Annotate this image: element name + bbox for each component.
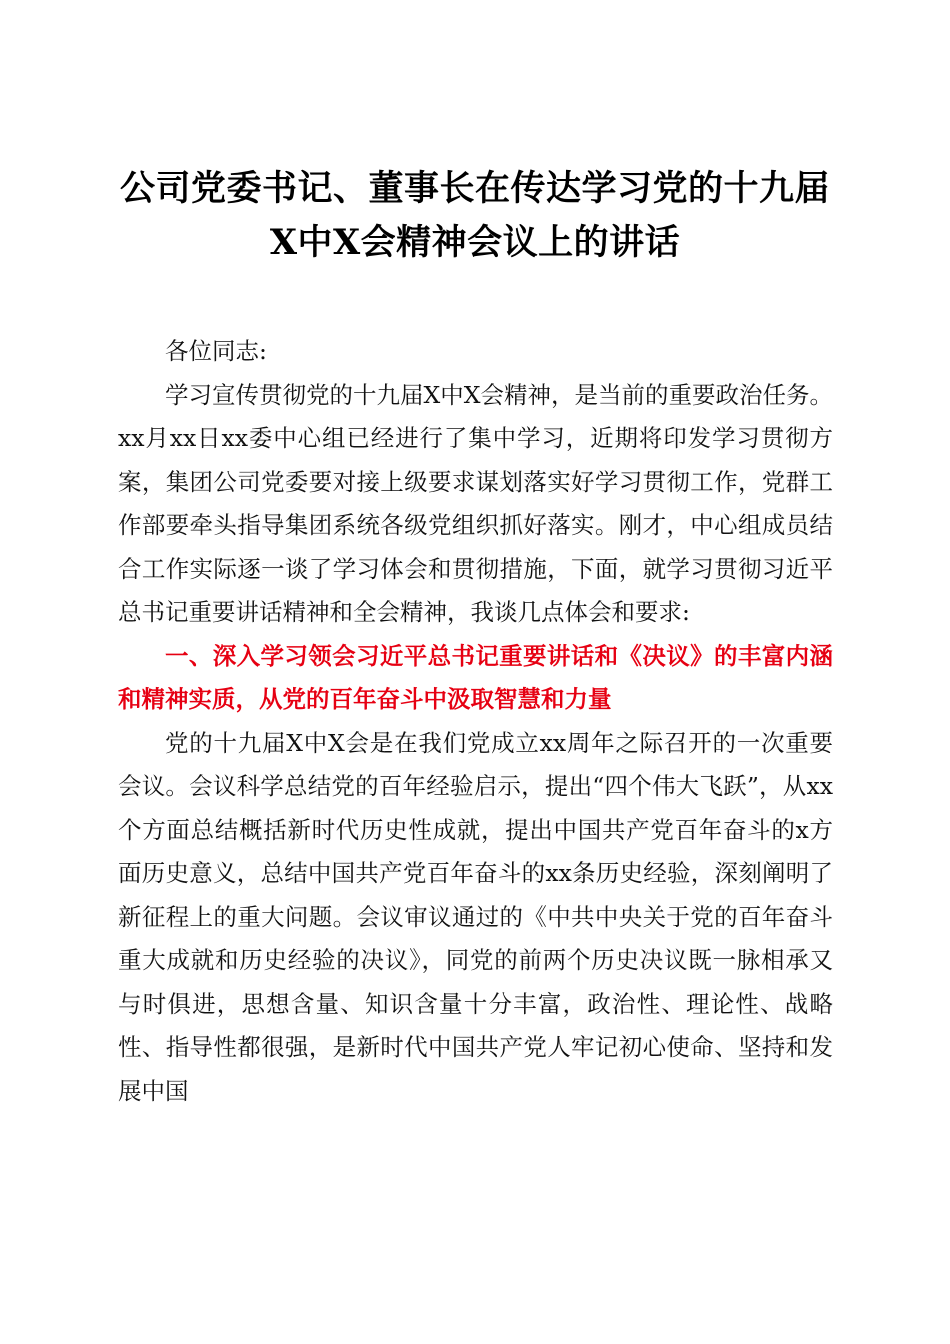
paragraph-2: 党的十九届X中X会是在我们党成立xx周年之际召开的一次重要会议。会议科学总结党的百年经验启示，提出“四个伟大飞跃”，从xx个方面总结概括新时代历史性成就，提出中国共产党百年奋斗的x方面历史意义，总结中国共产党百年奋斗的xx条历史经验，深刻阐明了新征程上的重大问题。会议审议通过的《中共中央关于党的百年奋斗重大成就和历史经验的决议》，同党的前两个历史决议既一脉相承又与时俱进，思想含量、知识含量十分丰富，政治性、理论性、战略性、指导性都很强，是新时代中国共产党人牢记初心使命、坚持和发展中国 [118, 728, 833, 1105]
title-line-2: X中X会精神会议上的讲话 [269, 222, 681, 263]
paragraph-1: 学习宣传贯彻党的十九届X中X会精神，是当前的重要政治任务。xx月xx日xx委中心组已经进行了集中学习，近期将印发学习贯彻方案，集团公司党委要对接上级要求谋划落实好学习贯彻工作，党群工作部要牵头指导集团系统各级党组织抓好落实。刚才，中心组成员结合工作实际逐一谈了学习体会和贯彻措施，下面，就学习贯彻习近平总书记重要讲话精神和全会精神，我谈几点体会和要求: [118, 380, 833, 626]
document-body [118, 330, 833, 1113]
section-heading-1: 一、深入学习领会习近平总书记重要讲话和《决议》的丰富内涵和精神实质，从党的百年奋斗中汲取智慧和力量 [118, 641, 833, 713]
title-line-1: 公司党委书记、董事长在传达学习党的十九届 [119, 168, 830, 209]
document-title [100, 162, 850, 270]
salutation: 各位同志: [165, 337, 267, 365]
